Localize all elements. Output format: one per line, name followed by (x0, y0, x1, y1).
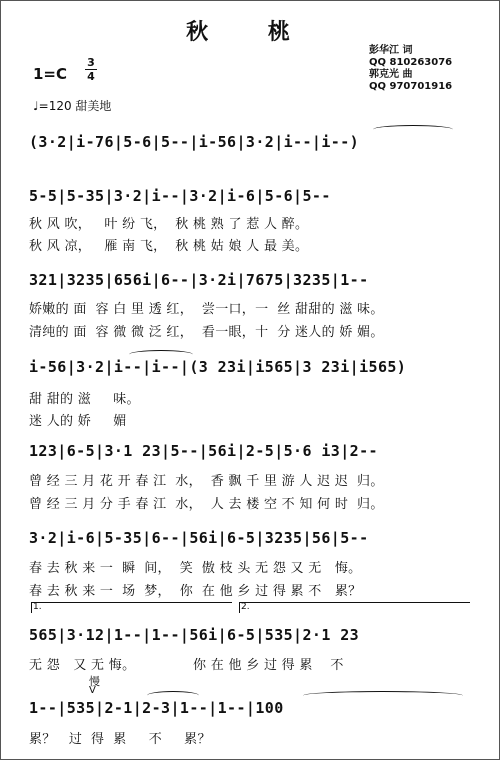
notation-line-7: 565|3·12|1--|1--|56i|6-5|535|2·1 23 (29, 626, 360, 644)
notation-line-2: 5-5|5-35|3·2|i--|3·2|i-6|5-6|5-- (29, 187, 331, 205)
volta-2-label: 2. (241, 602, 250, 612)
lyric-line-4a: 甜 甜的 滋 味。 (29, 392, 140, 407)
tie-arc (147, 691, 199, 700)
volta-bracket-1 (31, 602, 232, 613)
composer: 郭克光 曲 (369, 69, 413, 80)
lyric-line-3a: 娇嫩的 面 容 白 里 透 红， 尝一口，一 丝 甜甜的 滋 味。 (29, 302, 384, 317)
time-signature (85, 57, 97, 82)
notation-line-8: 1--|535|2-1|2-3|1--|1--|100 (29, 699, 284, 717)
notation-line-6: 3·2|i-6|5-35|6--|56i|6-5|3235|56|5-- (29, 529, 369, 547)
tie-arc (303, 691, 463, 700)
slow-marking: 慢 (89, 675, 100, 688)
notation-line-4: i-56|3·2|i--|i--|(3 23i|i565|3 23i|i565) (29, 358, 407, 376)
tie-arc (373, 125, 453, 134)
lyric-line-8: 累？ 过 得 累 不 累？ (29, 732, 211, 747)
notation-line-5: 123|6-5|3·1 23|5--|56i|2-5|5·6 i3|2-- (29, 442, 378, 460)
lyric-line-3b: 清纯的 面 容 微 微 泛 红， 看一眼，十 分 迷人的 娇 媚。 (29, 325, 384, 340)
lyric-line-4b: 迷 人的 娇 媚 (29, 414, 127, 429)
notation-line-3: 321|3235|656i|6--|3·2i|7675|3235|1-- (29, 271, 369, 289)
notation-line-1: (3·2|i-76|5-6|5--|i-56|3·2|i--|i--) (29, 133, 360, 151)
meter-bottom: 4 (87, 70, 95, 83)
credits (369, 45, 452, 93)
lyricist-qq: QQ 810263076 (369, 57, 453, 68)
lyric-line-6a: 春 去 秋 来 一 瞬 间， 笑 傲 枝 头 无 怨 又 无 悔。 (29, 561, 362, 576)
key-signature: 1=C (33, 65, 68, 83)
lyric-line-5a: 曾 经 三 月 花 开 春 江 水， 香 飘 千 里 游 人 迟 迟 归。 (29, 474, 384, 489)
composer-qq: QQ 970701916 (369, 81, 453, 92)
meter-top: 3 (87, 56, 95, 69)
tempo-marking: ♩=120 甜美地 (33, 99, 112, 113)
lyric-line-6b: 春 去 秋 来 一 场 梦， 你 在 他 乡 过 得 累 不 累？ (29, 584, 362, 599)
song-title: 秋 桃 (186, 20, 316, 45)
lyric-line-5b: 曾 经 三 月 分 手 春 江 水， 人 去 楼 空 不 知 何 时 归。 (29, 497, 384, 512)
volta-bracket-2 (239, 602, 470, 613)
lyric-line-2b: 秋 风 凉， 雁 南 飞， 秋 桃 姑 娘 人 最 美。 (29, 239, 309, 254)
lyric-line-7: 无 怨 又 无 悔。 你 在 他 乡 过 得 累 不 (29, 658, 344, 673)
volta-1-label: 1. (33, 602, 42, 612)
breath-mark: V (89, 685, 96, 696)
tie-arc (129, 350, 193, 359)
lyric-line-2a: 秋 风 吹， 叶 纷 飞， 秋 桃 熟 了 惹 人 醉。 (29, 217, 309, 232)
lyricist: 彭华江 词 (369, 45, 413, 56)
